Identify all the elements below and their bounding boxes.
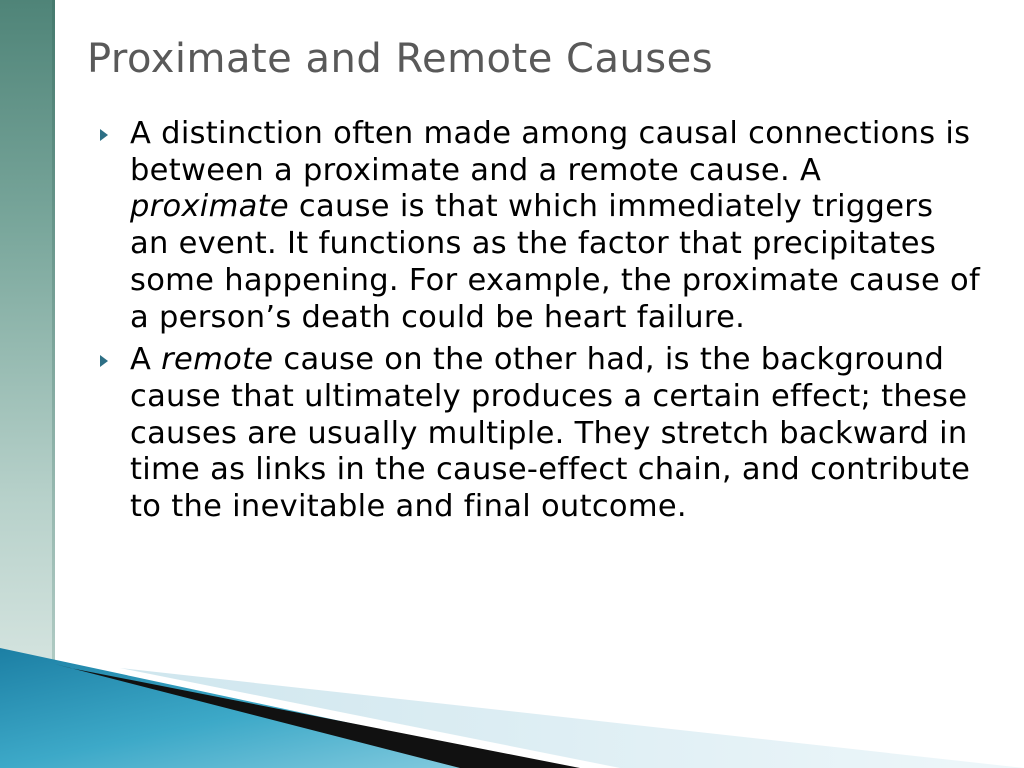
bullet-emphasis: proximate — [130, 189, 289, 225]
slide-title: Proximate and Remote Causes — [87, 36, 714, 82]
bullet-list — [100, 116, 980, 526]
bullet-item-remote — [100, 342, 980, 526]
triangle-bullet-icon — [100, 129, 108, 141]
bullet-text-part: A distinction often made among causal connections is between a proximate and a remote cause. A — [130, 116, 971, 188]
bullet-emphasis: remote — [161, 342, 274, 378]
triangle-bullet-icon — [100, 355, 108, 367]
footer-wave-decoration — [0, 600, 1024, 768]
bullet-text-part: cause on the other had, is the background cause that ultimately produces a certain effect; these causes are usually multiple. They stretch backward in time as links in the cause-effect chain, and contribute to the inevitable and final outcome. — [130, 342, 971, 525]
bullet-text-part: cause is that which immediately triggers an event. It functions as the factor that precipitates some happening. For example, the proximate cause of a person’s death could be heart failure. — [130, 189, 981, 335]
bullet-text-part: A — [130, 342, 162, 378]
bullet-item-proximate — [100, 116, 980, 336]
